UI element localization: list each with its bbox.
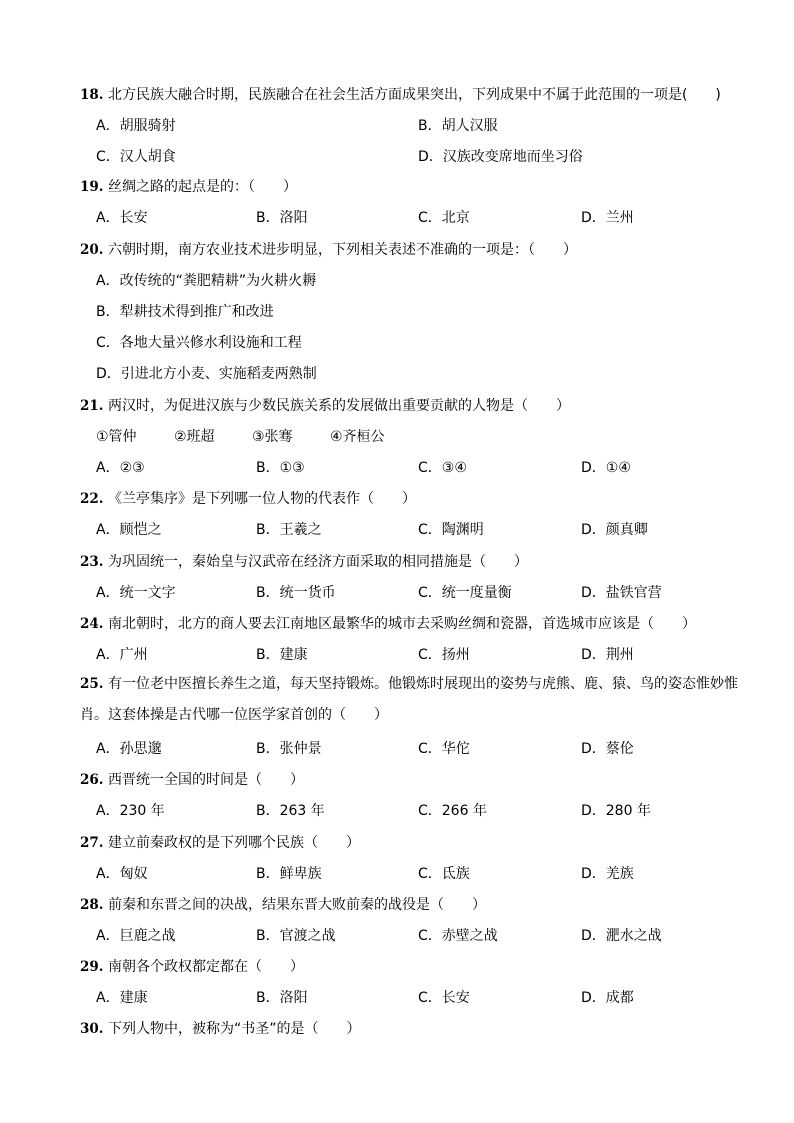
option-b[interactable]: B．①③ bbox=[256, 460, 305, 476]
option-d[interactable]: D．引进北方小麦、实施稻麦两熟制 bbox=[96, 366, 317, 382]
question-stem: 前秦和东晋之间的决战，结果东晋大败前秦的战役是（ ） bbox=[107, 897, 486, 913]
option-d[interactable]: D．①④ bbox=[581, 460, 631, 476]
question-28 bbox=[80, 894, 760, 914]
question-stem: 南朝各个政权都定都在（ ） bbox=[107, 959, 304, 975]
option-c[interactable]: C．华佗 bbox=[418, 741, 470, 757]
question-22 bbox=[80, 488, 760, 508]
option-d[interactable]: D．汉族改变席地而坐习俗 bbox=[418, 149, 583, 165]
choice-item-1: ①管仲 bbox=[96, 429, 137, 445]
option-d[interactable]: D．淝水之战 bbox=[581, 928, 662, 944]
option-a[interactable]: A．230 年 bbox=[96, 803, 165, 819]
option-a[interactable]: A．统一文字 bbox=[96, 585, 176, 601]
question-23 bbox=[80, 551, 760, 571]
question-19 bbox=[80, 176, 760, 196]
question-number: 27. bbox=[80, 835, 104, 851]
option-c[interactable]: C．统一度量衡 bbox=[418, 585, 512, 601]
option-a[interactable]: A．孙思邈 bbox=[96, 741, 162, 757]
question-number: 20. bbox=[80, 242, 104, 258]
question-stem: 北方民族大融合时期，民族融合在社会生活方面成果突出，下列成果中不属于此范围的一项是( ) bbox=[107, 87, 721, 103]
question-18 bbox=[80, 84, 760, 104]
question-stem: 下列人物中，被称为“书圣”的是（ ） bbox=[107, 1021, 361, 1037]
option-b[interactable]: B．官渡之战 bbox=[256, 928, 336, 944]
question-number: 23. bbox=[80, 554, 104, 570]
option-a[interactable]: A．②③ bbox=[96, 460, 145, 476]
question-stem: 《兰亭集序》是下列哪一位人物的代表作（ ） bbox=[107, 491, 416, 507]
option-c[interactable]: C．汉人胡食 bbox=[96, 149, 176, 165]
question-number: 22. bbox=[80, 491, 104, 507]
option-c[interactable]: C．陶渊明 bbox=[418, 522, 484, 538]
question-stem: 两汉时，为促进汉族与少数民族关系的发展做出重要贡献的人物是（ ） bbox=[107, 398, 570, 414]
option-b[interactable]: B．胡人汉服 bbox=[418, 118, 498, 134]
question-30 bbox=[80, 1018, 760, 1038]
question-number: 18. bbox=[80, 87, 104, 103]
option-a[interactable]: A．顾恺之 bbox=[96, 522, 162, 538]
question-number: 21. bbox=[80, 398, 104, 414]
option-c[interactable]: C．扬州 bbox=[418, 647, 470, 663]
question-stem: 六朝时期，南方农业技术进步明显，下列相关表述不准确的一项是：（ ） bbox=[107, 242, 577, 258]
option-d[interactable]: D．成都 bbox=[581, 990, 634, 1006]
option-d[interactable]: D．280 年 bbox=[581, 803, 651, 819]
question-stem: 西晋统一全国的时间是（ ） bbox=[107, 772, 304, 788]
question-29 bbox=[80, 956, 760, 976]
option-c[interactable]: C．赤壁之战 bbox=[418, 928, 498, 944]
option-c[interactable]: C．北京 bbox=[418, 210, 470, 226]
choice-item-2: ②班超 bbox=[174, 429, 215, 445]
option-b[interactable]: B．建康 bbox=[256, 647, 308, 663]
question-number: 30. bbox=[80, 1021, 104, 1037]
option-a[interactable]: A．匈奴 bbox=[96, 866, 148, 882]
question-25 bbox=[80, 669, 744, 731]
question-number: 19. bbox=[80, 179, 104, 195]
option-b[interactable]: B．鲜卑族 bbox=[256, 866, 322, 882]
question-27 bbox=[80, 832, 760, 852]
question-number: 29. bbox=[80, 959, 104, 975]
question-stem: 南北朝时，北方的商人要去江南地区最繁华的城市去采购丝绸和瓷器，首选城市应该是（ ） bbox=[107, 616, 696, 632]
question-stem: 有一位老中医擅长养生之道，每天坚持锻炼。他锻炼时展现出的姿势与虎熊、鹿、猿、鸟的姿态惟妙惟肖。这套体操是古代哪一位医学家首创的（ ） bbox=[80, 676, 738, 723]
choice-item-4: ④齐桓公 bbox=[330, 429, 385, 445]
option-d[interactable]: D．盐铁官营 bbox=[581, 585, 662, 601]
option-b[interactable]: B．统一货币 bbox=[256, 585, 336, 601]
option-d[interactable]: D．颜真卿 bbox=[581, 522, 648, 538]
question-number: 26. bbox=[80, 772, 104, 788]
question-20 bbox=[80, 239, 760, 259]
option-b[interactable]: B．王羲之 bbox=[256, 522, 322, 538]
option-a[interactable]: A．巨鹿之战 bbox=[96, 928, 176, 944]
option-b[interactable]: B．张仲景 bbox=[256, 741, 322, 757]
question-21 bbox=[80, 395, 760, 415]
option-b[interactable]: B．犁耕技术得到推广和改进 bbox=[96, 304, 274, 320]
option-a[interactable]: A．建康 bbox=[96, 990, 148, 1006]
option-a[interactable]: A．长安 bbox=[96, 210, 148, 226]
option-b[interactable]: B．洛阳 bbox=[256, 210, 308, 226]
option-a[interactable]: A．改传统的“粪肥精耕”为火耕火耨 bbox=[96, 273, 317, 289]
option-c[interactable]: C．各地大量兴修水利设施和工程 bbox=[96, 335, 302, 351]
option-c[interactable]: C．③④ bbox=[418, 460, 467, 476]
option-b[interactable]: B．洛阳 bbox=[256, 990, 308, 1006]
option-b[interactable]: B．263 年 bbox=[256, 803, 325, 819]
question-number: 24. bbox=[80, 616, 104, 632]
question-24 bbox=[80, 613, 760, 633]
option-a[interactable]: A．广州 bbox=[96, 647, 148, 663]
option-a[interactable]: A．胡服骑射 bbox=[96, 118, 176, 134]
option-c[interactable]: C．长安 bbox=[418, 990, 470, 1006]
option-d[interactable]: D．羌族 bbox=[581, 866, 634, 882]
question-stem: 丝绸之路的起点是的：（ ） bbox=[107, 179, 297, 195]
question-number: 25. bbox=[80, 676, 104, 692]
choice-item-3: ③张骞 bbox=[252, 429, 293, 445]
question-stem: 建立前秦政权的是下列哪个民族（ ） bbox=[107, 835, 360, 851]
option-d[interactable]: D．兰州 bbox=[581, 210, 634, 226]
question-26 bbox=[80, 769, 760, 789]
option-c[interactable]: C．氐族 bbox=[418, 866, 470, 882]
question-number: 28. bbox=[80, 897, 104, 913]
question-stem: 为巩固统一，秦始皇与汉武帝在经济方面采取的相同措施是（ ） bbox=[107, 554, 528, 570]
option-d[interactable]: D．蔡伦 bbox=[581, 741, 634, 757]
option-c[interactable]: C．266 年 bbox=[418, 803, 487, 819]
option-d[interactable]: D．荆州 bbox=[581, 647, 634, 663]
